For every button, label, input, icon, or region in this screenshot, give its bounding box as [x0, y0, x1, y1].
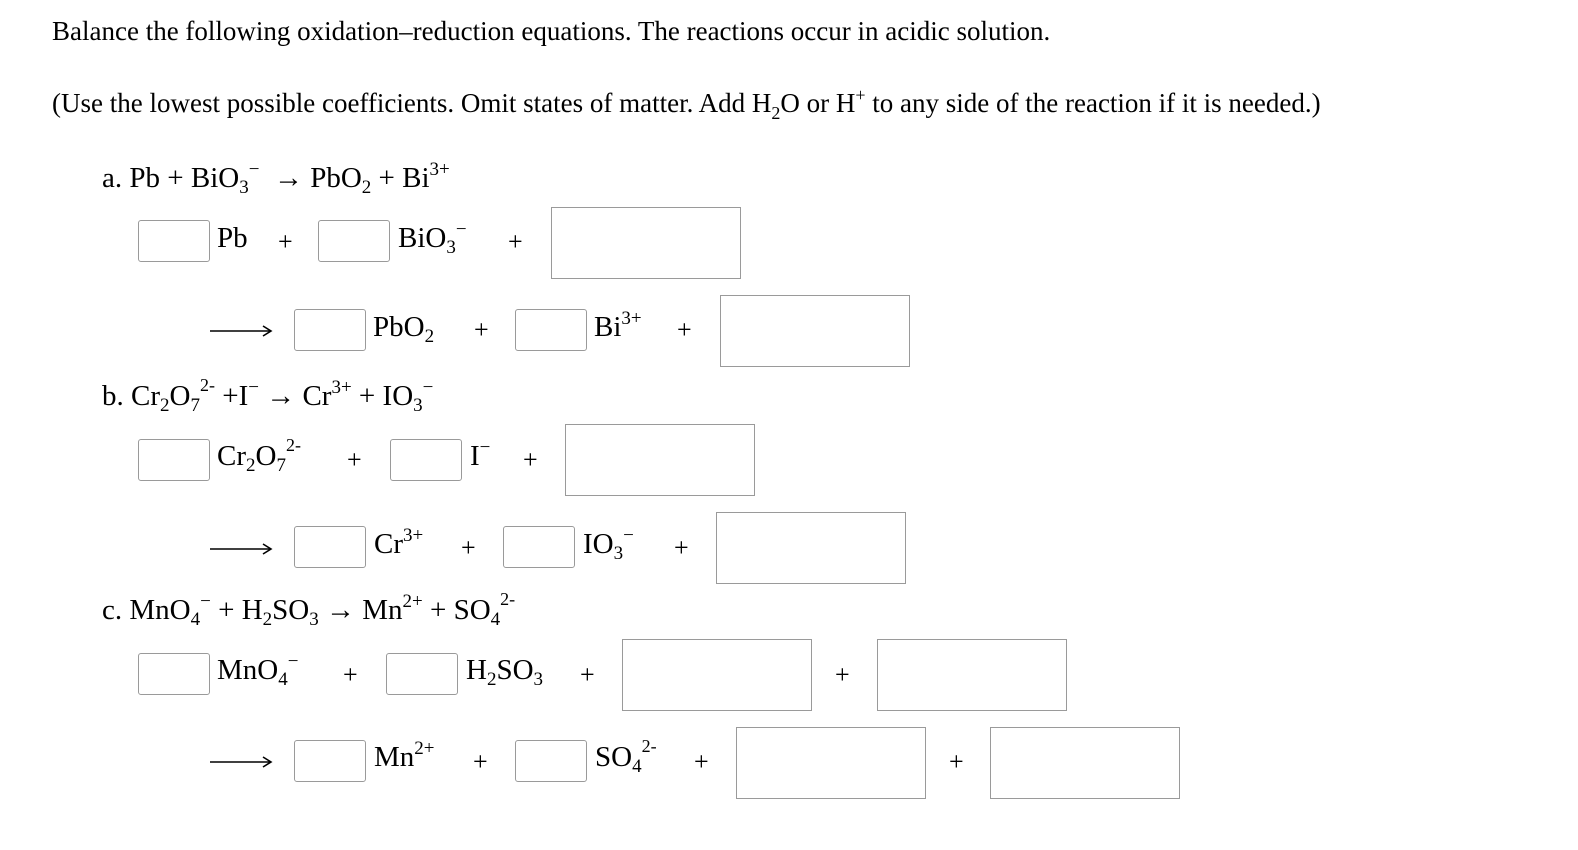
plus-sign: + — [461, 533, 476, 562]
plus-sign: + — [949, 747, 964, 776]
extra-species-input-a-right[interactable] — [720, 295, 910, 367]
long-arrow-icon — [208, 754, 274, 770]
species-mn: $Mn^{2+}$ — [362, 591, 423, 626]
species-i: I− — [238, 377, 259, 412]
species-pb: Pb — [129, 162, 161, 194]
coefficient-input-pb[interactable] — [138, 220, 210, 262]
reaction-arrow: → — [273, 162, 303, 194]
species-label-i: I− — [470, 437, 491, 472]
species-bio3: BiO$_3$− — [190, 159, 260, 198]
plus-sign: + — [343, 660, 358, 689]
coefficient-input-cr[interactable] — [294, 526, 366, 568]
species-mno4: MnO$_4$− — [129, 591, 211, 630]
extra-species-input-c-right-2[interactable] — [990, 727, 1180, 799]
instructions-text: O or H — [780, 88, 856, 118]
species-cr: $Cr^{3+}$ — [302, 377, 352, 412]
coefficient-input-so4[interactable] — [515, 740, 587, 782]
equation-b — [102, 375, 434, 416]
long-arrow-icon — [208, 323, 274, 339]
species-label-cr2o7: $Cr_2O_7^{2-}$ — [217, 435, 301, 476]
part-label: a. — [102, 162, 123, 194]
part-label: b. — [102, 380, 124, 412]
plus-sign: + — [358, 380, 376, 412]
coefficient-input-i[interactable] — [390, 439, 462, 481]
species-cr2o7: $Cr_2O_7^{2-}$ — [131, 375, 215, 416]
extra-species-input-c-left-1[interactable] — [622, 639, 812, 711]
coefficient-input-mn[interactable] — [294, 740, 366, 782]
instructions-line-1: Balance the following oxidation–reduction equations. The reactions occur in acidic solution. — [52, 16, 1051, 46]
plus-sign: + — [694, 747, 709, 776]
species-label-pbo2: PbO$_2$ — [373, 311, 435, 347]
extra-species-input-b-left[interactable] — [565, 424, 755, 496]
coefficient-input-h2so3[interactable] — [386, 653, 458, 695]
species-label-io3: $IO_3^-$ — [583, 525, 634, 564]
coefficient-input-bio3[interactable] — [318, 220, 390, 262]
coefficient-input-pbo2[interactable] — [294, 309, 366, 351]
plus-sign: + — [378, 162, 395, 194]
species-io3: $IO_3^-$ — [382, 377, 434, 416]
plus-sign: + — [473, 747, 488, 776]
reaction-arrow: → — [266, 380, 296, 412]
plus-sign: + — [167, 162, 184, 194]
species-bi: $Bi^{3+}$ — [402, 159, 450, 194]
plus-sign: + — [474, 315, 489, 344]
coefficient-input-bi[interactable] — [515, 309, 587, 351]
plus-sign: + — [347, 445, 362, 474]
coefficient-input-cr2o7[interactable] — [138, 439, 210, 481]
reaction-arrow: → — [325, 594, 355, 626]
plus-sign: + — [429, 594, 447, 626]
species-label-pb: Pb — [217, 222, 248, 254]
coefficient-input-io3[interactable] — [503, 526, 575, 568]
species-label-cr: $Cr^{3+}$ — [374, 525, 424, 560]
subscript: 2 — [771, 103, 781, 123]
species-so4: $SO_4^{2-}$ — [453, 589, 516, 630]
species-label-bio3: BiO$_3$− — [398, 219, 467, 258]
extra-species-input-c-right-1[interactable] — [736, 727, 926, 799]
species-h2so3: $H_2SO_3$ — [241, 594, 319, 630]
plus-sign: + — [508, 227, 523, 256]
species-label-bi: $Bi^{3+}$ — [594, 308, 642, 343]
plus-sign: + — [222, 380, 239, 412]
plus-sign: + — [677, 315, 692, 344]
species-label-mno4: MnO$_4$− — [217, 651, 299, 690]
species-label-h2so3: $H_2SO_3$ — [466, 654, 544, 690]
extra-species-input-b-right[interactable] — [716, 512, 906, 584]
plus-sign: + — [278, 227, 293, 256]
plus-sign: + — [835, 660, 850, 689]
extra-species-input-a-left[interactable] — [551, 207, 741, 279]
instructions-text: to any side of the reaction if it is needed.) — [865, 88, 1321, 118]
equation-a — [102, 159, 450, 198]
plus-sign: + — [523, 445, 538, 474]
part-label: c. — [102, 594, 123, 626]
long-arrow-icon — [208, 541, 274, 557]
plus-sign: + — [580, 660, 595, 689]
superscript: + — [855, 85, 866, 105]
species-label-so4: $SO_4^{2-}$ — [595, 736, 657, 777]
instructions-line-2 — [52, 85, 1321, 123]
plus-sign: + — [218, 594, 235, 626]
species-pbo2: PbO$_2$ — [310, 162, 372, 198]
equation-c — [102, 589, 516, 630]
instructions-text: (Use the lowest possible coefficients. Omit states of matter. Add H — [52, 88, 772, 118]
coefficient-input-mno4[interactable] — [138, 653, 210, 695]
plus-sign: + — [674, 533, 689, 562]
extra-species-input-c-left-2[interactable] — [877, 639, 1067, 711]
species-label-mn: $Mn^{2+}$ — [374, 738, 435, 773]
